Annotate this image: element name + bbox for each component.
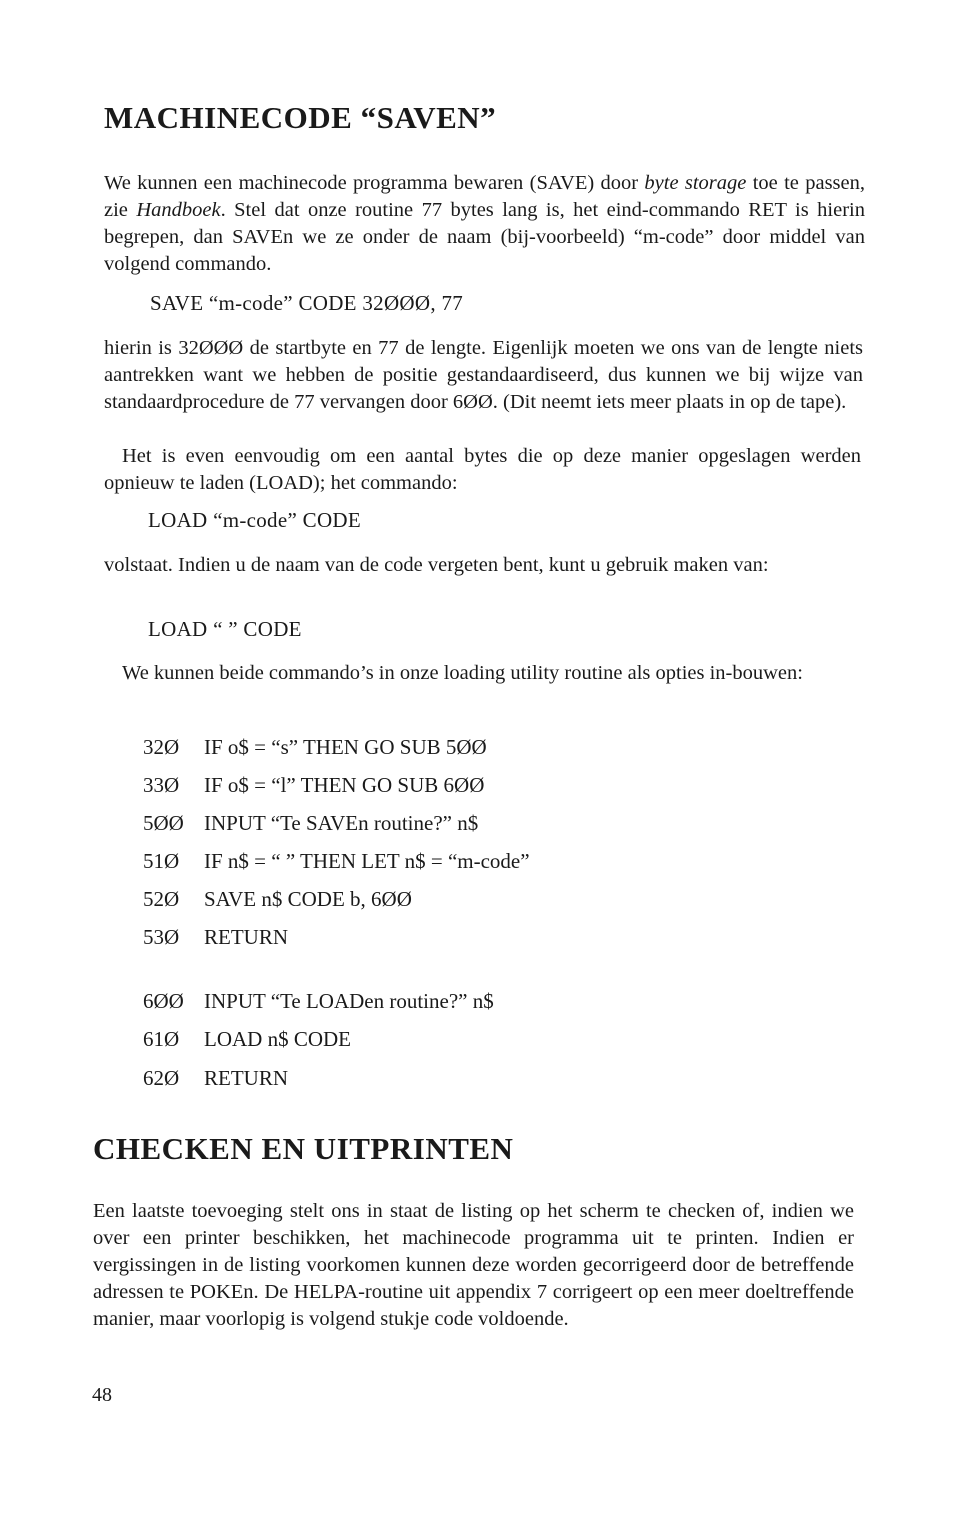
- code-statement: IF n$ = “ ” THEN LET n$ = “m-code”: [204, 849, 530, 873]
- intro-em-handboek: Handboek: [136, 199, 221, 221]
- code-statement: SAVE n$ CODE b, 6ØØ: [204, 887, 412, 911]
- section-heading-machinecode-saven: MACHINECODE “SAVEN”: [104, 100, 497, 135]
- line-number: 62Ø: [143, 1066, 180, 1090]
- intro-text-before: We kunnen een machinecode programma bewaren (SAVE) door: [104, 172, 645, 194]
- intro-text-middle: toe te passen, zie: [104, 172, 865, 221]
- paragraph-checken: Een laatste toevoeging stelt ons in staat de listing op het scherm te checken of, indien we over een printer beschikken, het machinecode programma uit te printen. Indien er vergissingen in de listing voorkomen kunnen deze worden gecorrigeerd door de betreffende adressen te POKEn. De HELPA-routine uit appendix 7 corrigeert op een meer doeltreffende manier, maar voorlopig is volgend stukje code voldoende.: [93, 1200, 854, 1330]
- code-statement: RETURN: [204, 1066, 288, 1090]
- code-statement: LOAD n$ CODE: [204, 1027, 351, 1051]
- code-statement: IF o$ = “s” THEN GO SUB 5ØØ: [204, 735, 487, 759]
- line-number: 53Ø: [143, 925, 180, 949]
- line-number: 32Ø: [143, 735, 180, 759]
- paragraph-startbyte: hierin is 32ØØØ de startbyte en 77 de lengte. Eigenlijk moeten we ons van de lengte niets aantrekken want we hebben de positie gestandaardiseerd, dus kunnen we bij wijze van standaardprocedure de 77 vervangen door 6ØØ. (Dit neemt iets meer plaats in op de tape).: [104, 337, 863, 413]
- page-number: 48: [92, 1384, 112, 1406]
- command-load-empty-name: LOAD “ ” CODE: [148, 617, 302, 641]
- line-number: 33Ø: [143, 773, 180, 797]
- line-number: 61Ø: [143, 1027, 180, 1051]
- intro-text-after: . Stel dat onze routine 77 bytes lang is, het eind-commando RET is hierin begrepen, dan SAVEn we ze onder de naam (bij-voorbeeld) “m-code” door middel van volgend commando.: [104, 199, 865, 275]
- paragraph-intro: [104, 170, 865, 278]
- line-number: 51Ø: [143, 849, 180, 873]
- line-number: 52Ø: [143, 887, 180, 911]
- code-statement: RETURN: [204, 925, 288, 949]
- intro-em-byte-storage: byte storage: [644, 172, 747, 194]
- command-save-m-code: SAVE “m-code” CODE 32ØØØ, 77: [150, 291, 464, 315]
- line-number: 6ØØ: [143, 989, 184, 1013]
- command-load-m-code: LOAD “m-code” CODE: [148, 508, 362, 532]
- paragraph-load-bytes: Het is even eenvoudig om een aantal bytes die op deze manier opgeslagen werden opnieuw te laden (LOAD); het commando:: [104, 445, 861, 494]
- section-heading-checken-en-uitprinten: CHECKEN EN UITPRINTEN: [93, 1131, 514, 1166]
- paragraph-options: We kunnen beide commando’s in onze loading utility routine als opties in-bouwen:: [122, 662, 803, 684]
- code-statement: INPUT “Te LOADen routine?” n$: [204, 989, 494, 1013]
- code-statement: INPUT “Te SAVEn routine?” n$: [204, 811, 479, 835]
- code-statement: IF o$ = “l” THEN GO SUB 6ØØ: [204, 773, 485, 797]
- line-number: 5ØØ: [143, 811, 184, 835]
- paragraph-volstaat: volstaat. Indien u de naam van de code vergeten bent, kunt u gebruik maken van:: [104, 554, 769, 576]
